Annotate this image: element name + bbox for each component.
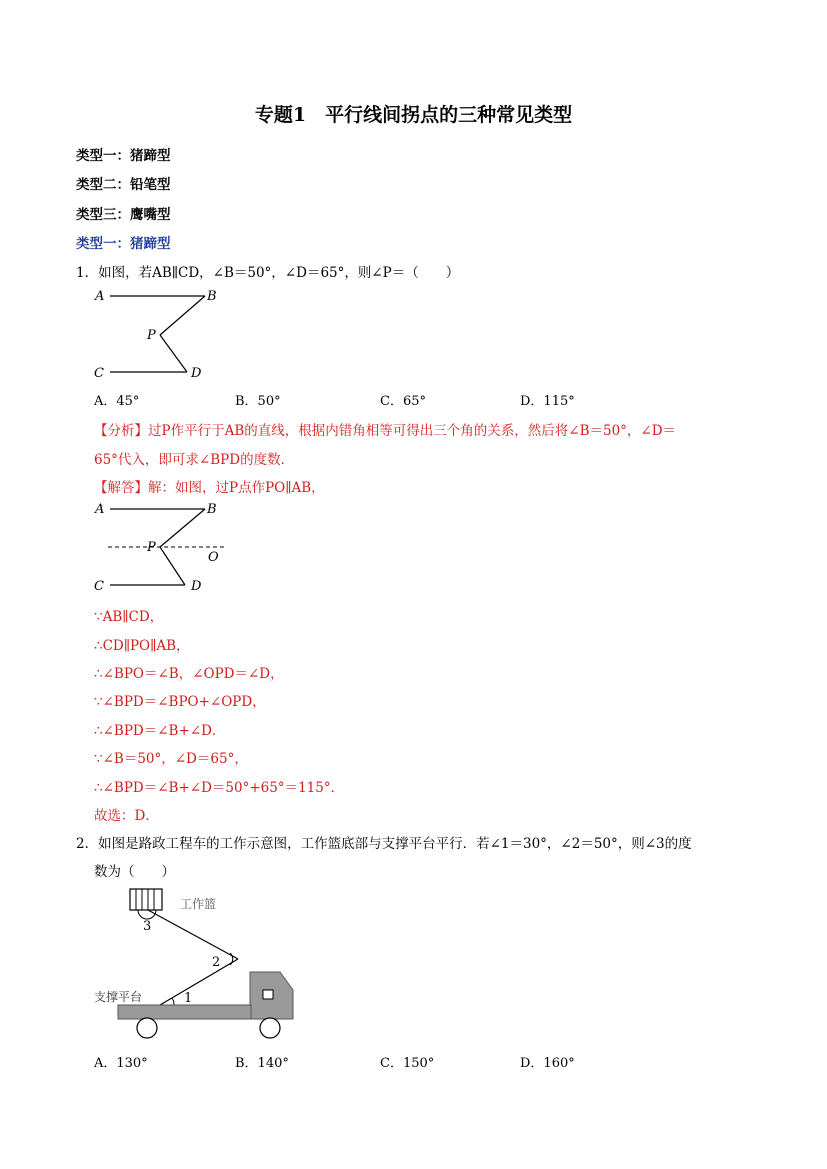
segment-pd xyxy=(160,335,187,372)
label-a: A xyxy=(95,502,105,517)
page-title: 专题1 平行线间拐点的三种常见类型 xyxy=(254,104,573,126)
lower-boom-arm xyxy=(160,959,238,1005)
cab-window xyxy=(263,990,273,999)
q1-step-2: ∴CD∥PO∥AB， xyxy=(94,638,190,654)
question-2-figure xyxy=(90,884,325,1044)
support-platform xyxy=(118,1005,251,1019)
label-o: O xyxy=(208,550,219,565)
platform-label: 支撑平台 xyxy=(94,990,143,1004)
q1-step-6: ∵∠B＝50°，∠D＝65°， xyxy=(94,751,248,767)
question-2-stem-line-1: 2．如图是路政工程车的工作示意图，工作篮底部与支撑平台平行．若∠1＝30°，∠2＝50°，则∠3的度 xyxy=(76,836,692,852)
section-heading: 类型一：猪蹄型 xyxy=(76,236,171,252)
angle-3-label: 3 xyxy=(143,919,152,934)
q1-step-3: ∴∠BPO＝∠B，∠OPD＝∠D， xyxy=(94,666,284,682)
label-d: D xyxy=(191,366,202,381)
question-2-stem-line-2: 数为（ ） xyxy=(94,864,175,880)
q2-option-b[interactable]: B．140° xyxy=(235,1056,289,1071)
q1-option-b[interactable]: B．50° xyxy=(235,394,281,409)
q1-answer: 故选：D． xyxy=(94,808,159,824)
question-1-figure xyxy=(90,285,230,385)
angle-1-label: 1 xyxy=(184,991,193,1006)
q1-option-d[interactable]: D．115° xyxy=(520,394,575,409)
q1-step-5: ∴∠BPD＝∠B+∠D． xyxy=(94,723,226,739)
rear-wheel xyxy=(137,1018,157,1038)
q1-analysis-line-2: 65°代入，即可求∠BPD的度数． xyxy=(94,452,295,468)
type-list-item-2: 类型二：铅笔型 xyxy=(76,177,171,193)
q1-option-c[interactable]: C．65° xyxy=(380,394,426,409)
q2-option-d[interactable]: D．160° xyxy=(520,1056,575,1071)
label-p: P xyxy=(147,540,156,555)
label-p: P xyxy=(147,328,156,343)
basket-label: 工作篮 xyxy=(180,897,217,911)
upper-boom-arm xyxy=(148,910,238,959)
segment-bp xyxy=(160,296,205,335)
front-wheel xyxy=(260,1018,280,1038)
label-b: B xyxy=(207,289,217,304)
q1-solution-intro: 【解答】解：如图，过P点作PO∥AB， xyxy=(94,480,325,496)
question-1-solution-figure xyxy=(90,498,235,598)
q2-option-c[interactable]: C．150° xyxy=(380,1056,435,1071)
label-b: B xyxy=(207,502,217,517)
type-list-item-3: 类型三：鹰嘴型 xyxy=(76,207,171,223)
q1-analysis-line-1: 【分析】过P作平行于AB的直线，根据内错角相等可得出三个角的关系，然后将∠B＝50°，∠D＝ xyxy=(94,423,677,439)
type-list-item-1: 类型一：猪蹄型 xyxy=(76,148,171,164)
segment-bp xyxy=(160,509,205,547)
q2-option-a[interactable]: A．130° xyxy=(94,1056,148,1071)
segment-pd xyxy=(160,547,185,585)
question-1-stem: 1．如图，若AB∥CD，∠B＝50°，∠D＝65°，则∠P＝（ ） xyxy=(76,265,460,281)
q1-step-1: ∵AB∥CD， xyxy=(94,609,164,625)
angle-2-label: 2 xyxy=(212,955,221,970)
label-d: D xyxy=(191,579,202,594)
q1-step-7: ∴∠BPD＝∠B+∠D＝50°+65°＝115°． xyxy=(94,780,345,796)
q1-step-4: ∵∠BPD＝∠BPO+∠OPD， xyxy=(94,694,266,710)
angle-1-arc xyxy=(172,998,174,1005)
label-a: A xyxy=(95,289,105,304)
label-c: C xyxy=(94,579,104,594)
label-c: C xyxy=(94,366,104,381)
q1-option-a[interactable]: A．45° xyxy=(94,394,140,409)
